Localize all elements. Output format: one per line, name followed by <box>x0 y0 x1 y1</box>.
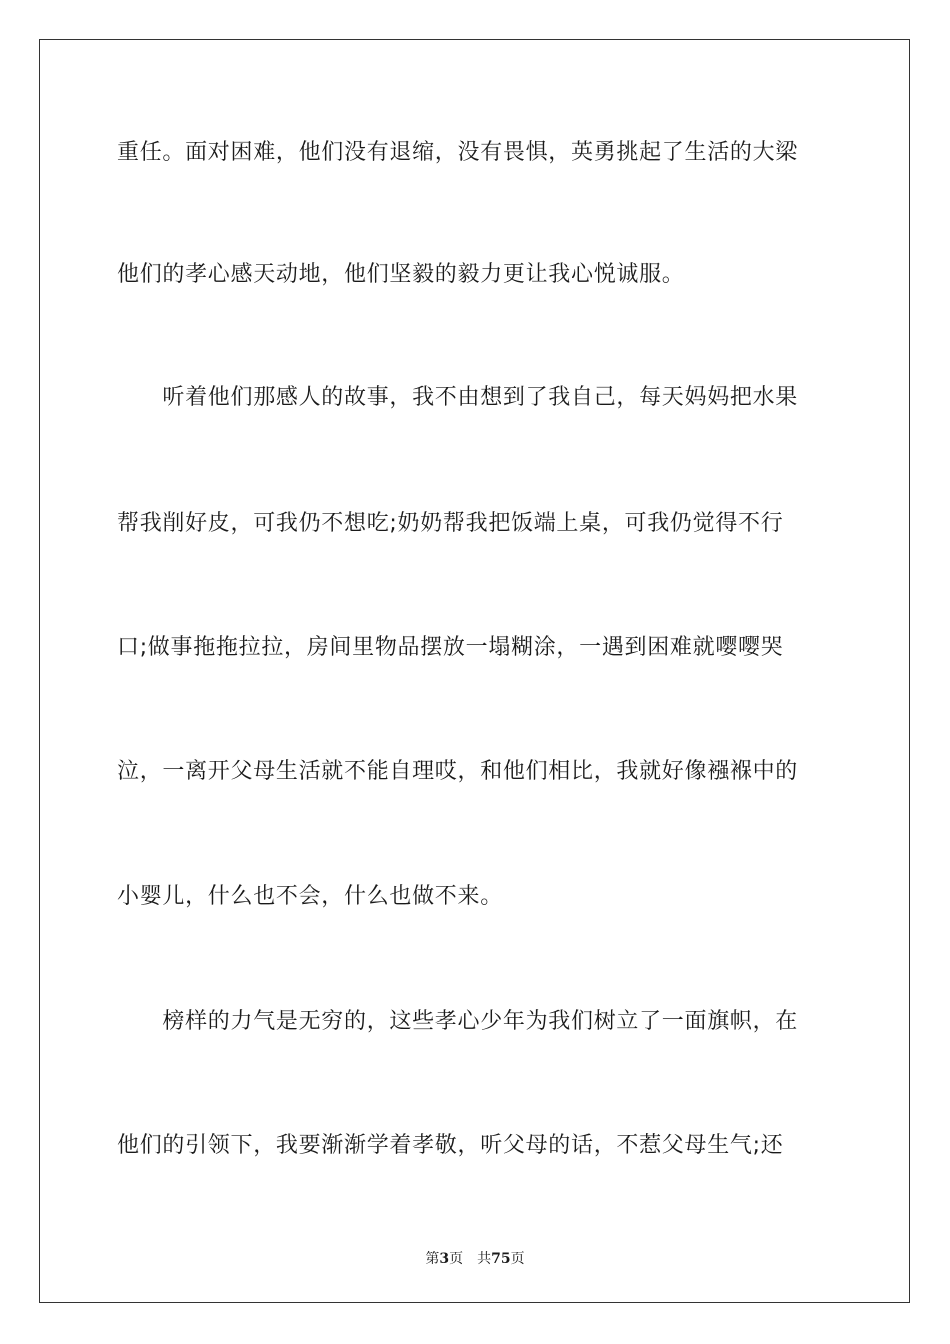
paragraph-start-line: 听着他们那感人的故事，我不由想到了我自己，每天妈妈把水果 <box>117 385 799 410</box>
page-footer <box>0 1248 950 1268</box>
total-prefix: 共 <box>477 1251 492 1267</box>
total-suffix: 页 <box>510 1251 525 1267</box>
text-line: 重任。面对困难，他们没有退缩，没有畏惧，英勇挑起了生活的大梁 <box>117 140 799 165</box>
total-pages: 75 <box>491 1251 511 1267</box>
page-border <box>39 39 910 1303</box>
page-suffix: 页 <box>449 1251 464 1267</box>
text-line: 他们的孝心感天动地，他们坚毅的毅力更让我心悦诚服。 <box>117 262 685 287</box>
page-number: 3 <box>439 1251 450 1267</box>
text-line: 口;做事拖拖拉拉，房间里物品摆放一塌糊涂，一遇到困难就嘤嘤哭 <box>117 635 784 660</box>
text-line: 小婴儿，什么也不会，什么也做不来。 <box>117 884 503 909</box>
page-prefix: 第 <box>425 1251 440 1267</box>
text-line: 帮我削好皮，可我仍不想吃;奶奶帮我把饭端上桌，可我仍觉得不行 <box>117 511 784 536</box>
paragraph-start-line: 榜样的力气是无穷的，这些孝心少年为我们树立了一面旗帜，在 <box>117 1009 799 1034</box>
text-line: 泣，一离开父母生活就不能自理哎，和他们相比，我就好像襁褓中的 <box>117 759 799 784</box>
text-line: 他们的引领下，我要渐渐学着孝敬，听父母的话，不惹父母生气;还 <box>117 1133 784 1158</box>
